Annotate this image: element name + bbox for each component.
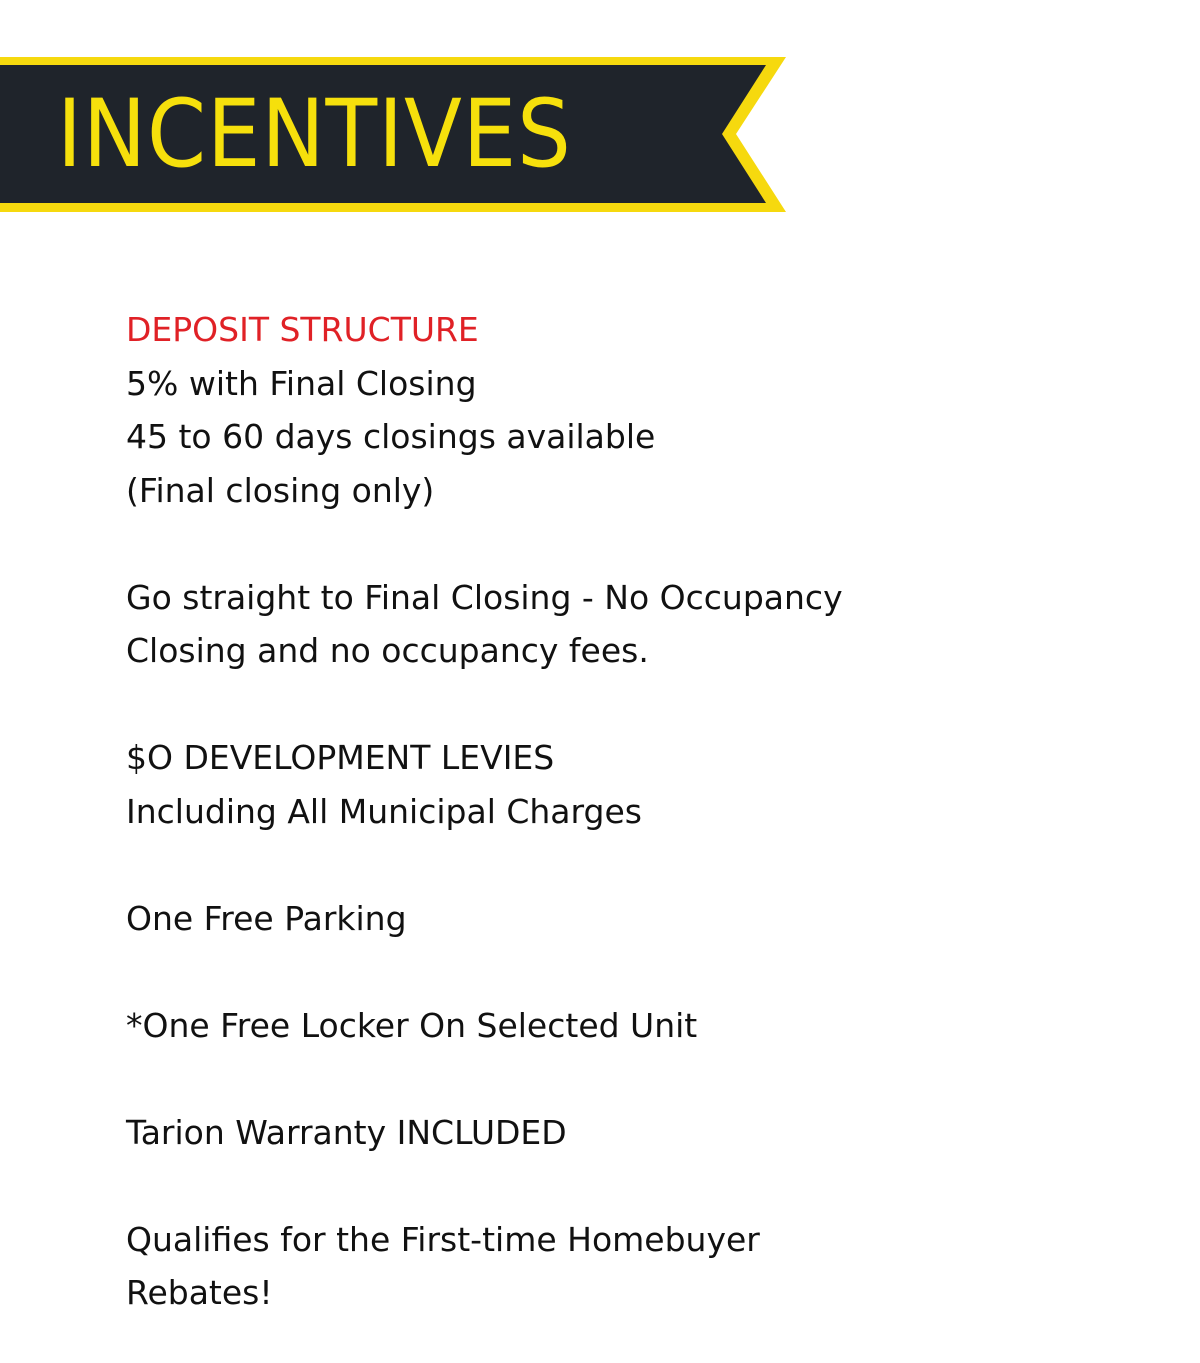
section-spacer xyxy=(126,1052,1136,1106)
levies-line: Including All Municipal Charges xyxy=(126,791,642,831)
final-closing-line: Go straight to Final Closing - No Occupancy xyxy=(126,577,843,617)
deposit-structure-heading: DEPOSIT STRUCTURE xyxy=(126,310,479,349)
warranty-item: Tarion Warranty INCLUDED xyxy=(126,1112,567,1152)
deposit-line: 5% with Final Closing xyxy=(126,363,477,403)
rebates-line: Qualifies for the First-time Homebuyer xyxy=(126,1219,760,1259)
deposit-structure-section xyxy=(126,303,1136,517)
section-spacer xyxy=(126,1159,1136,1213)
rebates-section xyxy=(126,1213,1136,1320)
deposit-line: (Final closing only) xyxy=(126,470,435,510)
banner-title: INCENTIVES xyxy=(57,80,572,189)
final-closing-section xyxy=(126,571,1136,678)
levies-line: $O DEVELOPMENT LEVIES xyxy=(126,738,555,777)
final-closing-line: Closing and no occupancy fees. xyxy=(126,631,649,670)
development-levies-section xyxy=(126,731,1136,838)
incentives-banner xyxy=(0,57,786,212)
locker-item: *One Free Locker On Selected Unit xyxy=(126,1005,698,1045)
section-spacer xyxy=(126,517,1136,571)
rebates-line: Rebates! xyxy=(126,1273,273,1312)
parking-item: One Free Parking xyxy=(126,898,407,938)
deposit-line: 45 to 60 days closings available xyxy=(126,417,656,456)
incentives-list xyxy=(126,303,1136,1320)
section-spacer xyxy=(126,678,1136,732)
section-spacer xyxy=(126,945,1136,999)
section-spacer xyxy=(126,838,1136,892)
